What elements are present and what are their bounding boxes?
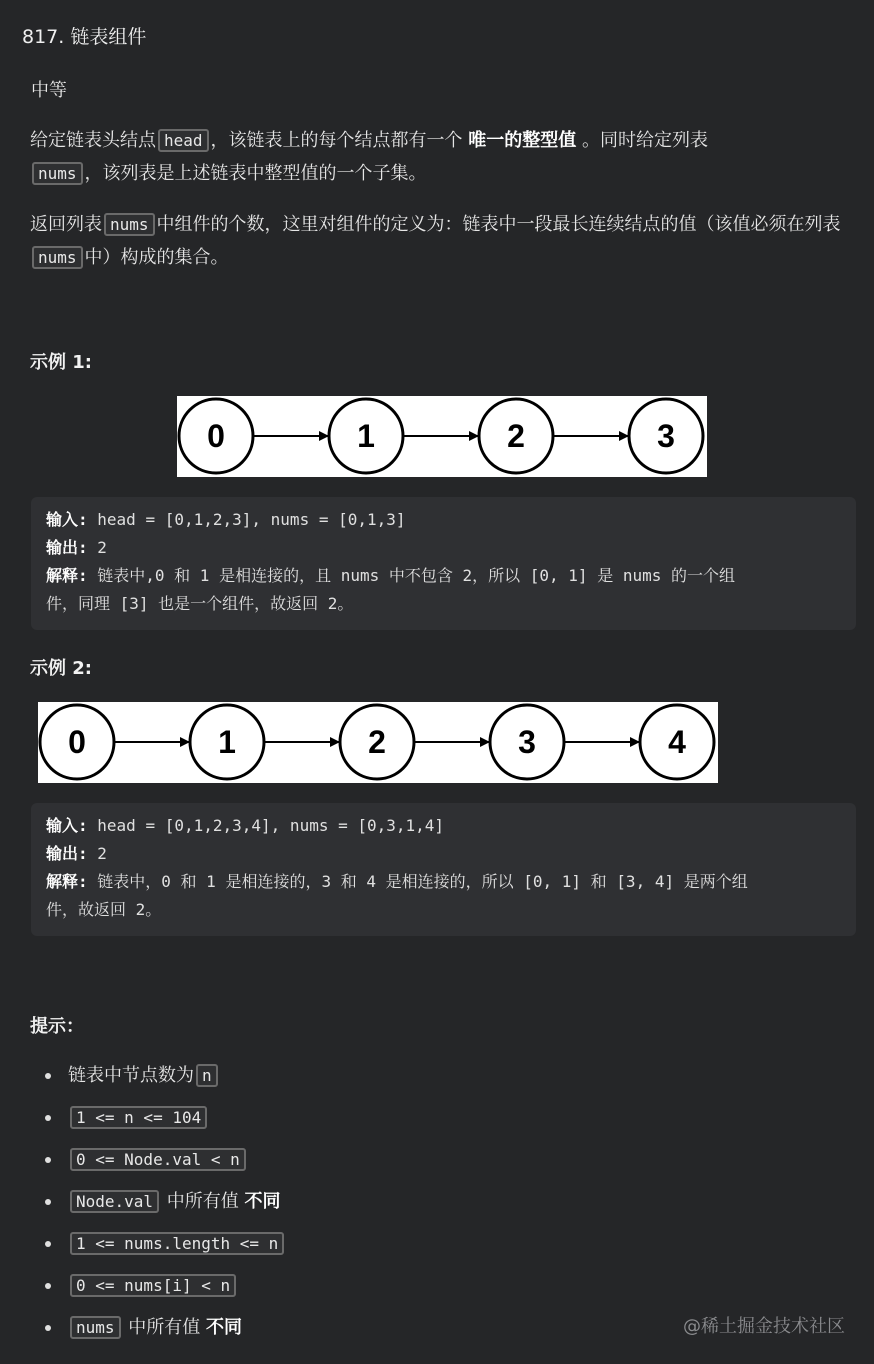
list-node-value: 2	[507, 418, 525, 454]
desc-text: 。同时给定列表	[582, 130, 708, 151]
example-1-diagram	[177, 396, 707, 477]
input-line	[46, 812, 841, 840]
desc-bold: 唯一的整型值	[468, 130, 577, 151]
inline-code-nums: nums	[32, 162, 83, 185]
inline-code-nums: nums	[32, 246, 83, 269]
tip-bold: 不同	[205, 1317, 242, 1338]
example-1-code-block	[31, 497, 856, 630]
tip-item	[30, 1266, 830, 1308]
output-value: 2	[87, 844, 107, 863]
tip-code: 0 <= nums[i] < n	[70, 1274, 236, 1297]
list-node-value: 3	[657, 418, 675, 454]
input-label: 输入:	[46, 816, 88, 835]
desc-text: 返回列表	[30, 214, 102, 235]
desc-text: 中）构成的集合。	[84, 247, 229, 268]
output-label: 输出:	[46, 538, 88, 557]
tip-code: 1 <= nums.length <= n	[70, 1232, 284, 1255]
tip-code: nums	[70, 1316, 121, 1339]
tip-code: Node.val	[70, 1190, 159, 1213]
list-node-value: 3	[518, 724, 536, 760]
tip-item	[30, 1224, 830, 1266]
explain-text: 链表中,0 和 1 是相连接的，且 nums 中不包含 2，所以 [0, 1] 是 nums 的一个组	[87, 566, 735, 585]
input-line	[46, 506, 841, 534]
tip-code: 0 <= Node.val < n	[70, 1148, 246, 1171]
desc-text: 给定链表头结点	[30, 130, 156, 151]
description-paragraph-2	[30, 208, 848, 274]
input-value: head = [0,1,2,3,4], nums = [0,3,1,4]	[87, 816, 445, 835]
example-2-heading: 示例 2:	[30, 658, 92, 679]
explain-line	[46, 562, 841, 590]
desc-text: ，该列表是上述链表中整型值的一个子集。	[84, 163, 427, 184]
tip-item	[30, 1182, 830, 1224]
tip-bold: 不同	[244, 1191, 281, 1212]
explain-label: 解释:	[46, 566, 88, 585]
explain-text: 链表中，0 和 1 是相连接的，3 和 4 是相连接的，所以 [0, 1] 和 [3, 4] 是两个组	[87, 872, 748, 891]
inline-code-nums: nums	[104, 213, 155, 236]
desc-text: 中组件的个数，这里对组件的定义为：链表中一段最长连续结点的值（该值必须在列表	[156, 214, 841, 235]
input-value: head = [0,1,2,3], nums = [0,1,3]	[87, 510, 406, 529]
tip-item	[30, 1056, 830, 1098]
input-label: 输入:	[46, 510, 88, 529]
list-node-value: 1	[357, 418, 375, 454]
tips-heading: 提示：	[30, 1016, 84, 1037]
watermark: @稀土掘金技术社区	[683, 1316, 845, 1337]
output-label: 输出:	[46, 844, 88, 863]
example-1-heading: 示例 1:	[30, 352, 92, 373]
list-node-value: 4	[668, 724, 686, 760]
explain-line-cont: 件，同理 [3] 也是一个组件，故返回 2。	[46, 594, 354, 613]
explain-line	[46, 868, 841, 896]
tip-text: 中所有值	[122, 1317, 206, 1338]
tip-code: n	[196, 1064, 218, 1087]
example-2-diagram	[38, 702, 718, 783]
list-node-value: 0	[207, 418, 225, 454]
output-line	[46, 534, 841, 562]
output-value: 2	[87, 538, 107, 557]
list-node-value: 1	[218, 724, 236, 760]
difficulty-label: 中等	[31, 80, 67, 101]
list-node-value: 2	[368, 724, 386, 760]
example-2-code-block	[31, 803, 856, 936]
list-node-value: 0	[68, 724, 86, 760]
problem-title: 817. 链表组件	[22, 26, 147, 48]
explain-line-cont: 件，故返回 2。	[46, 900, 162, 919]
tips-list	[30, 1056, 830, 1350]
desc-text: ，该链表上的每个结点都有一个	[210, 130, 463, 151]
tip-item	[30, 1140, 830, 1182]
inline-code-head: head	[158, 129, 209, 152]
output-line	[46, 840, 841, 868]
description-paragraph-1	[30, 124, 848, 190]
explain-label: 解释:	[46, 872, 88, 891]
tip-text: 链表中节点数为	[68, 1065, 194, 1086]
tip-code: 1 <= n <= 104	[70, 1106, 207, 1129]
tip-item	[30, 1098, 830, 1140]
tip-text: 中所有值	[161, 1191, 245, 1212]
